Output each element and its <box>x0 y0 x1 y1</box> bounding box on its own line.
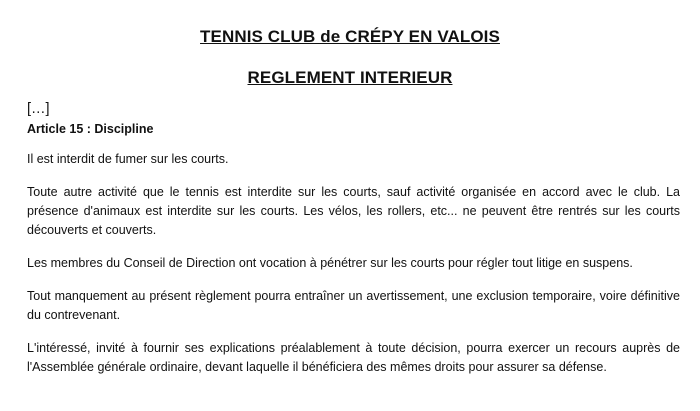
paragraph-sanctions: Tout manquement au présent règlement pourra entraîner un avertissement, une exclusion temporaire, voire définitive du contrevenant. <box>27 289 680 322</box>
paragraph-smoking: Il est interdit de fumer sur les courts. <box>27 152 229 166</box>
paragraph-appeal: L'intéressé, invité à fournir ses explications préalablement à toute décision, pourra exercer un recours auprès de l'Assemblée générale ordinaire, devant laquelle il bénéficiera des mêmes droits pour assurer sa défense. <box>27 341 680 374</box>
document-body <box>27 100 680 391</box>
omission-marker: […] <box>27 101 50 117</box>
document-subtitle: REGLEMENT INTERIEUR <box>247 68 453 87</box>
document-title: TENNIS CLUB de CRÉPY EN VALOIS <box>200 27 500 46</box>
article-heading: Article 15 : Discipline <box>27 122 154 136</box>
paragraph-board-members: Les membres du Conseil de Direction ont vocation à pénétrer sur les courts pour régler tout litige en suspens. <box>27 256 633 270</box>
paragraph-activities: Toute autre activité que le tennis est interdite sur les courts, sauf activité organisée en accord avec le club. La présence d'animaux est interdite sur les courts. Les vélos, les rollers, etc... ne peuvent être rentrés sur les courts découverts et couverts. <box>27 185 680 237</box>
